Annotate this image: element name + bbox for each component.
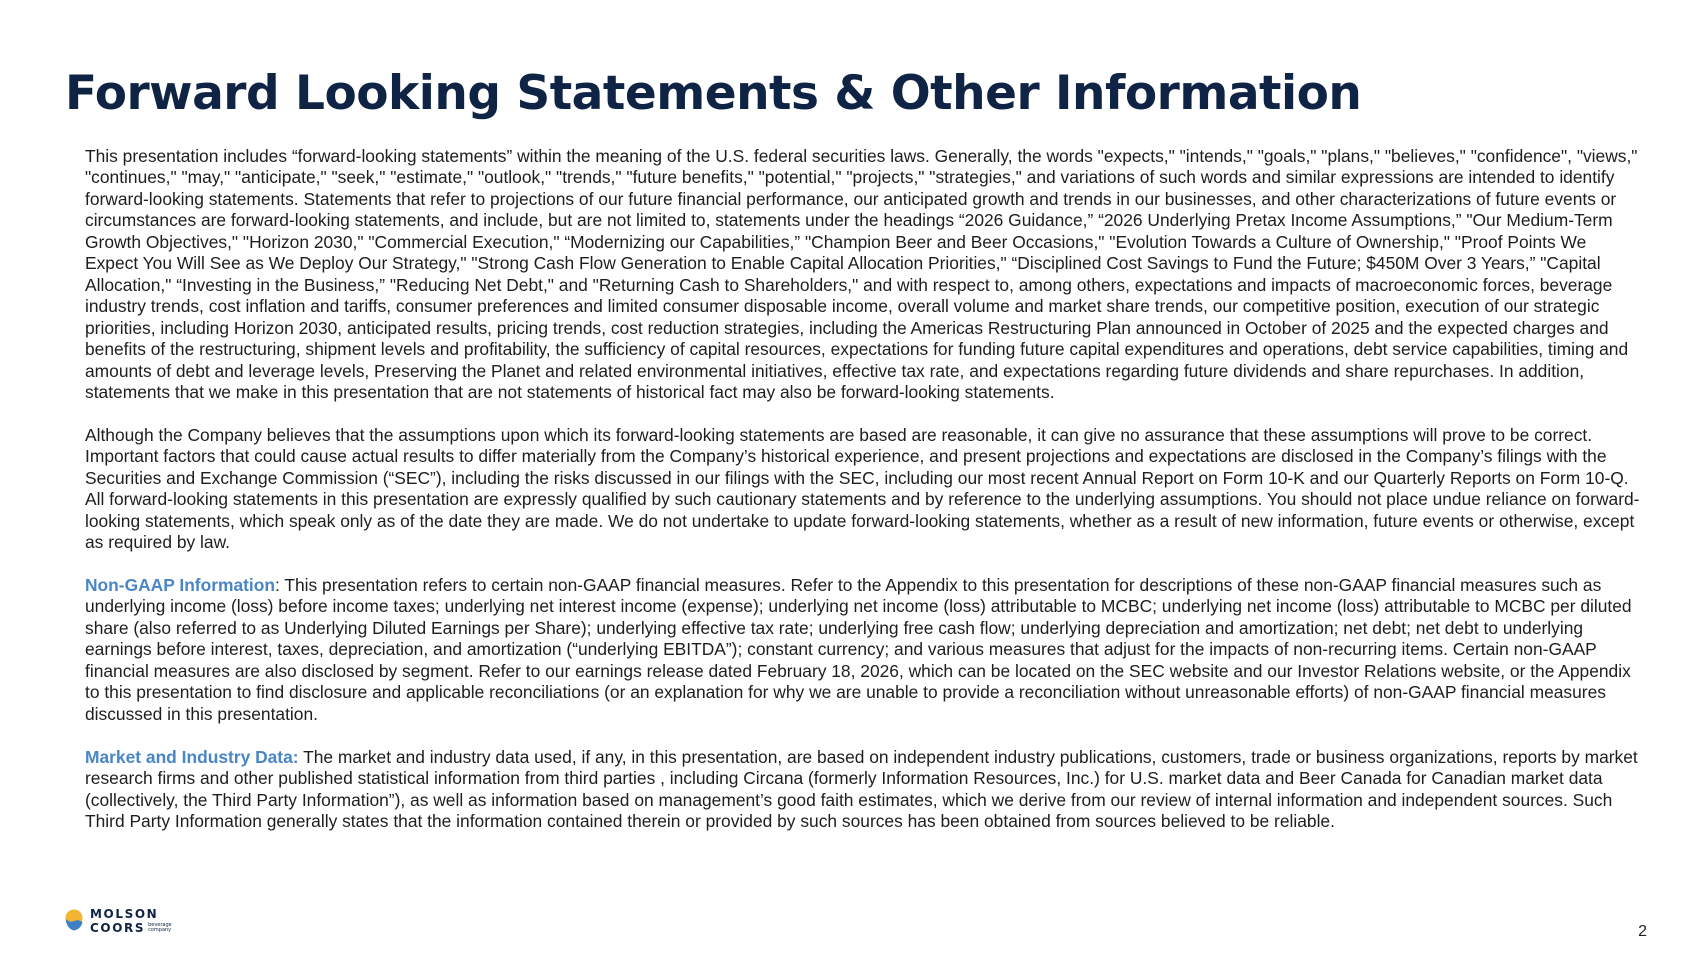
market-data-heading: Market and Industry Data: bbox=[85, 746, 299, 767]
logo-mark-icon bbox=[64, 909, 84, 933]
page-title: Forward Looking Statements & Other Information bbox=[65, 66, 1362, 121]
non-gaap-heading: Non-GAAP Information bbox=[85, 575, 275, 596]
forward-looking-paragraph: This presentation includes “forward-looking statements” within the meaning of the U.S. federal securities laws. Generally, the words "expects," "intends," "goals," "plans," "believes," "confidence", "views," "continues," "may," "anticipate," "seek," "estimate," "outlook," "trends," "future benefits," "potential," "projects," "strategies," and variations of such words and similar expressions are intended to identify forward-looking statements. Statements that refer to projections of our future financial performance, our anticipated growth and trends in our businesses, and other characterizations of future events or circumstances are forward-looking statements, and include, but are not limited to, statements under the headings “2026 Guidance,” “2026 Underlying Pretax Income Assumptions,” "Our Medium-Term Growth Objectives," "Horizon 2030," "Commercial Execution," “Modernizing our Capabilities,” "Champion Beer and Beer Occasions," "Evolution Towards a Culture of Ownership," "Proof Points We Expect You Will See as We Deploy Our Strategy," "Strong Cash Flow Generation to Enable Capital Allocation Priorities," “Disciplined Cost Savings to Fund the Future; $450M Over 3 Years,” "Capital Allocation," “Investing in the Business,” "Reducing Net Debt," and "Returning Cash to Shareholders," and with respect to, among others, expectations and impacts of macroeconomic forces, beverage industry trends, cost inflation and tariffs, consumer preferences and limited consumer disposable income, overall volume and market share trends, our competitive position, execution of our strategic priorities, including Horizon 2030, anticipated results, pricing trends, cost reduction strategies, including the Americas Restructuring Plan announced in October of 2025 and the expected charges and benefits of the restructuring, shipment levels and profitability, the sufficiency of capital resources, expectations for funding future capital expenditures and operations, debt service capabilities, timing and amounts of debt and leverage levels, Preserving the Planet and related environmental initiatives, effective tax rate, and expectations regarding future dividends and share repurchases. In addition, statements that we make in this presentation that are not statements of historical fact may also be forward-looking statements. bbox=[85, 146, 1638, 402]
market-data-paragraph bbox=[85, 747, 1640, 833]
logo-wordmark bbox=[90, 908, 172, 934]
logo-molson-text: MOLSON bbox=[90, 907, 159, 921]
disclaimer-body bbox=[85, 146, 1640, 832]
molson-coors-logo bbox=[64, 908, 172, 934]
logo-second-line bbox=[90, 922, 172, 934]
logo-coors-text: COORS bbox=[90, 921, 146, 935]
non-gaap-text: : This presentation refers to certain non-GAAP financial measures. Refer to the Appendix to this presentation for descriptions of these non-GAAP financial measures such as underlying income (loss) before income taxes; underlying net interest income (expense); underlying net income (loss) attributable to MCBC; underlying net income (loss) attributable to MCBC per diluted share (also referred to as Underlying Diluted Earnings per Share); underlying effective tax rate; underlying free cash flow; underlying depreciation and amortization; net debt; net debt to underlying earnings before interest, taxes, depreciation, and amortization (“underlying EBITDA”); constant currency; and various measures that adjust for the impacts of non-recurring items. Certain non-GAAP financial measures are also disclosed by segment. Refer to our earnings release dated February 18, 2026, which can be located on the SEC website and our Investor Relations website, or the Appendix to this presentation to find disclosure and applicable reconciliations (or an explanation for why we are unable to provide a reconciliation without unreasonable efforts) of non-GAAP financial measures discussed in this presentation. bbox=[85, 575, 1632, 724]
logo-tagline-company: company bbox=[148, 927, 172, 933]
assumptions-paragraph: Although the Company believes that the assumptions upon which its forward-looking statements are based are reasonable, it can give no assurance that these assumptions will prove to be correct. Important factors that could cause actual results to differ materially from the Company’s historical experience, and present projections and expectations are disclosed in the Company’s filings with the Securities and Exchange Commission (“SEC”), including the risks discussed in our filings with the SEC, including our most recent Annual Report on Form 10-K and our Quarterly Reports on Form 10-Q. All forward-looking statements in this presentation are expressly qualified by such cautionary statements and by reference to the underlying assumptions. You should not place undue reliance on forward-looking statements, which speak only as of the date they are made. We do not undertake to update forward-looking statements, whether as a result of new information, future events or otherwise, except as required by law. bbox=[85, 424, 1640, 553]
market-data-text: The market and industry data used, if any, in this presentation, are based on independent industry publications, customers, trade or business organizations, reports by market research firms and other published statistical information from third parties , including Circana (formerly Information Resources, Inc.) for U.S. market data and Beer Canada for Canadian market data (collectively, the Third Party Information”), as well as information based on management’s good faith estimates, which we derive from our review of internal information and independent sources. Such Third Party Information generally states that the information contained therein or provided by such sources has been obtained from sources believed to be reliable. bbox=[85, 746, 1638, 831]
logo-tagline bbox=[148, 923, 172, 934]
logo-tagline-beverage: beverage bbox=[148, 921, 172, 928]
non-gaap-paragraph bbox=[85, 575, 1640, 725]
page-number: 2 bbox=[1638, 923, 1647, 940]
